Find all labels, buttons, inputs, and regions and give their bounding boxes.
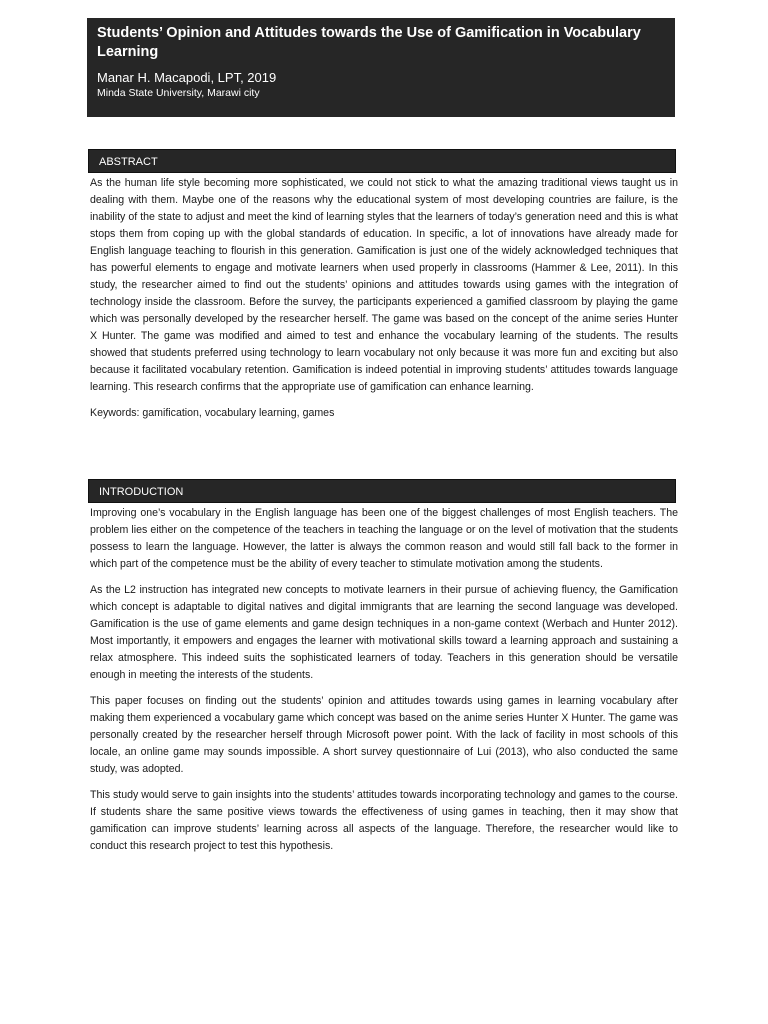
abstract-paragraph: As the human life style becoming more sophisticated, we could not stick to what the amazing traditional views taught us in dealing with them. Maybe one of the reasons why the educational system of most developing countries are failure, is the inability of the state to adjust and meet the kind of learning styles that the learners of today’s generation need and this is what stops them from coping up with the global standards of education. In specific, a lot of innovations have already made for English language teaching to flourish in this generation. Gamification is just one of the widely acknowledged techniques that has powerful elements to engage and motivate learners when used properly in classrooms (Hammer & Lee, 2011). In this study, the researcher aimed to find out the students’ opinions and attitudes towards using games with the integration of technology inside the classroom. Before the survey, the participants experienced a gamified classroom by playing the game which was personally developed by the researcher herself. The game was based on the concept of the anime series Hunter X Hunter. The game was modified and aimed to test and enhance the vocabulary learning of the students. The results showed that students preferred using technology to learn vocabulary not only because it was more fun and exciting but also because it facilitated vocabulary retention. Gamification is indeed potential in improving students’ attitudes towards language learning. This research confirms that the appropriate use of gamification can enhance learning. bbox=[90, 177, 678, 393]
affiliation-line: Minda State University, Marawi city bbox=[97, 87, 260, 99]
abstract-section bbox=[90, 175, 678, 431]
author-line: Manar H. Macapodi, LPT, 2019 bbox=[97, 70, 277, 85]
intro-paragraph-4: This study would serve to gain insights into the students’ attitudes towards incorporating technology and games to the course. If students share the same positive views towards the effectiveness of using games in teaching, then it may show that gamification can improve students’ learning across all aspects of the language. Therefore, the researcher would like to conduct this research project to test this hypothesis. bbox=[90, 789, 678, 852]
introduction-section bbox=[90, 505, 678, 864]
intro-paragraph-2: As the L2 instruction has integrated new concepts to motivate learners in their pursue of achieving fluency, the Gamification which concept is adaptable to digital natives and digital immigrants that are learning the second language was developed. Gamification is the use of game elements and game design techniques in a non-game context (Werbach and Hunter 2012). Most importantly, it empowers and engages the learner with motivational skills toward a learning approach and sustaining a relax atmosphere. This indeed suits the sophisticated learners of today. Teachers in this generation should be versatile enough in meeting the interests of the students. bbox=[90, 584, 678, 681]
paper-title: Students’ Opinion and Attitudes towards the Use of Gamification in Vocabulary Learning bbox=[97, 25, 641, 60]
intro-paragraph-3: This paper focuses on finding out the students’ opinion and attitudes towards using games in learning vocabulary after making them experienced a vocabulary game which concept was based on the anime series Hunter X Hunter. The game was personally created by the researcher herself through Microsoft power point. With the lack of facility in most schools of this locale, an online game may sounds impossible. A short survey questionnaire of Lui (2013), who also conducted the same study, was adopted. bbox=[90, 695, 678, 775]
keywords: Keywords: gamification, vocabulary learning, games bbox=[90, 407, 335, 419]
title-block bbox=[87, 18, 675, 117]
introduction-heading: INTRODUCTION bbox=[88, 479, 676, 503]
intro-paragraph-1: Improving one’s vocabulary in the English language has been one of the biggest challenges of most English teachers. The problem lies either on the competence of the teachers in teaching the language or on the level of motivation that the students possess to learn the language. However, the latter is always the common reason and would still fall back to the former in which part of the competence must be the ability of every teacher to stimulate motivation among the students. bbox=[90, 507, 678, 570]
abstract-heading: ABSTRACT bbox=[88, 149, 676, 173]
